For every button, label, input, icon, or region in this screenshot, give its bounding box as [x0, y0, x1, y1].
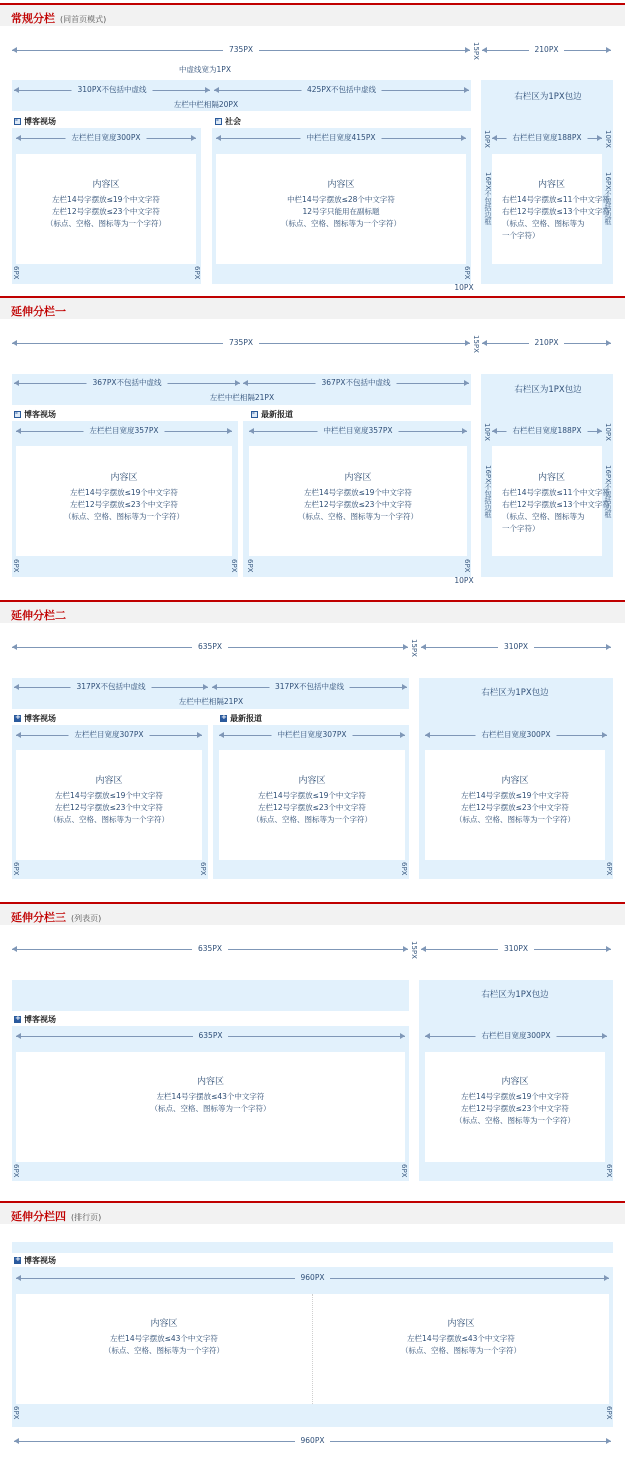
- dimension-10-vertical: 10PX: [604, 130, 612, 148]
- dimension-6-vertical: 6PX: [605, 1164, 613, 1178]
- content-text-right: 内容区 右栏14号字摆放≤11个中文字符 右栏12号字摆放≤13个中文字符 （标点、空格、图标等为 一个字符）: [502, 473, 610, 533]
- right-border-note: 右栏区为1PX包边: [481, 688, 549, 698]
- content-text-middle: 内容区 左栏14号字摆放≤19个中文字符 左栏12号字摆放≤23个中文字符 （标点、空格、图标等为一个字符）: [252, 776, 372, 824]
- dimension-6-vertical: 6PX: [12, 1164, 20, 1178]
- dimension-310: 310PX不包括中虚线: [14, 85, 210, 95]
- expand-icon: [14, 715, 21, 722]
- dimension-right-188: 右栏栏目宽度188PX: [492, 426, 602, 436]
- dimension-6-vertical: 6PX: [605, 1406, 613, 1420]
- dimension-16-no-border: 16PX不包括边框: [484, 172, 492, 225]
- dimension-6-vertical: 6PX: [12, 862, 20, 876]
- section-title: 延伸分栏一: [11, 305, 66, 318]
- dimension-right-300: 右栏栏目宽度300PX: [425, 730, 607, 740]
- dimension-635: 635PX: [12, 642, 408, 652]
- dimension-210: 210PX: [482, 338, 611, 348]
- expand-icon: [14, 1016, 21, 1023]
- dimension-6-vertical: 6PX: [463, 266, 471, 280]
- section-subtitle: (排行页): [71, 1213, 102, 1222]
- dimension-735: 735PX: [12, 45, 470, 55]
- collapse-icon: [14, 411, 21, 418]
- dimension-367-right: 367PX不包括中虚线: [243, 378, 469, 388]
- dimension-15-vertical: 15PX: [410, 639, 418, 657]
- section-header-ext2: [0, 600, 625, 623]
- dimension-6-vertical: 6PX: [12, 1406, 20, 1420]
- dimension-16-no-border: 16PX不包括边框: [604, 465, 612, 518]
- dimension-367-left: 367PX不包括中虚线: [14, 378, 240, 388]
- section-title: 常规分栏: [11, 12, 55, 25]
- column-title-blog: +博客视场: [14, 713, 56, 725]
- dash-width-note: 中虚线宽为1PX: [179, 65, 231, 74]
- column-gap-note: 左栏中栏相隔21PX: [209, 393, 275, 402]
- column-title-blog: -博客视场: [14, 116, 56, 128]
- column-gap-note: 左栏中栏相隔21PX: [178, 697, 244, 706]
- content-text-left: 内容区 左栏14号字摆放≤19个中文字符 左栏12号字摆放≤23个中文字符 （标点、空格、图标等为一个字符）: [64, 473, 184, 521]
- collapse-icon: [251, 411, 258, 418]
- column-title-blog: +博客视场: [14, 1014, 56, 1026]
- dimension-310: 310PX: [421, 944, 611, 954]
- section-title: 延伸分栏三: [11, 911, 66, 924]
- right-border-note: 右栏区为1PX包边: [481, 990, 549, 1000]
- dimension-15-vertical: 15PX: [472, 42, 480, 60]
- dimension-10-vertical: 10PX: [604, 423, 612, 441]
- dimension-425: 425PX不包括中虚线: [214, 85, 469, 95]
- content-text-left: 内容区 左栏14号字摆放≤19个中文字符 左栏12号字摆放≤23个中文字符 （标点、空格、图标等为一个字符）: [49, 776, 169, 824]
- dimension-left-300: 左栏栏目宽度300PX: [16, 133, 196, 143]
- section-header-ext4: [0, 1201, 625, 1224]
- dimension-6-vertical: 6PX: [12, 559, 20, 573]
- content-text-right: 内容区 左栏14号字摆放≤43个中文字符 （标点、空格、图标等为一个字符）: [401, 1319, 521, 1355]
- content-text-middle: 内容区 中栏14号字摆放≤28个中文字符 12号字只能用在副标题 （标点、空格、图标等为一个字符）: [281, 180, 401, 228]
- section-subtitle: (列表页): [71, 914, 102, 923]
- section-header-regular: [0, 3, 625, 26]
- dimension-15-vertical: 15PX: [472, 335, 480, 353]
- content-text-left: 内容区 左栏14号字摆放≤43个中文字符 （标点、空格、图标等为一个字符）: [104, 1319, 224, 1355]
- content-text-right: 内容区 左栏14号字摆放≤19个中文字符 左栏12号字摆放≤23个中文字符 （标点、空格、图标等为一个字符）: [455, 1077, 575, 1125]
- dimension-left-357: 左栏栏目宽度357PX: [16, 426, 232, 436]
- dimension-6-vertical: 6PX: [199, 862, 207, 876]
- dimension-mid-415: 中栏栏目宽度415PX: [216, 133, 466, 143]
- content-text-left: 内容区 左栏14号字摆放≤43个中文字符 （标点、空格、图标等为一个字符）: [150, 1077, 271, 1113]
- dimension-right-300: 右栏栏目宽度300PX: [425, 1031, 607, 1041]
- column-title-social: - 社会: [215, 116, 241, 128]
- full-top-band: [12, 1242, 613, 1253]
- section-title: 延伸分栏二: [11, 609, 66, 622]
- collapse-icon: [14, 118, 21, 125]
- dimension-6-vertical: 6PX: [463, 559, 471, 573]
- section-header-ext1: [0, 296, 625, 319]
- content-text-right: 内容区 右栏14号字摆放≤11个中文字符 右栏12号字摆放≤13个中文字符 （标点、空格、图标等为 一个字符）: [502, 180, 610, 240]
- dimension-960-bottom: 960PX: [14, 1436, 611, 1446]
- dimension-6-vertical: 6PX: [400, 862, 408, 876]
- dimension-635: 635PX: [12, 944, 408, 954]
- section-title: 延伸分栏四: [11, 1210, 66, 1223]
- expand-icon: [220, 715, 227, 722]
- dimension-right-188: 右栏栏目宽度188PX: [492, 133, 602, 143]
- right-border-note: 右栏区为1PX包边: [514, 385, 582, 395]
- dimension-mid-307: 中栏栏目宽度307PX: [219, 730, 405, 740]
- column-title-blog: -博客视场: [14, 409, 56, 421]
- dimension-317-right: 317PX不包括中虚线: [212, 682, 407, 692]
- section-header-ext3: [0, 902, 625, 925]
- dimension-10: 10PX: [454, 576, 474, 585]
- dimension-left-307: 左栏栏目宽度307PX: [16, 730, 202, 740]
- dimension-mid-357: 中栏栏目宽度357PX: [249, 426, 467, 436]
- dimension-735: 735PX: [12, 338, 470, 348]
- dimension-210: 210PX: [482, 45, 611, 55]
- expand-icon: [14, 1257, 21, 1264]
- dimension-15-vertical: 15PX: [410, 941, 418, 959]
- dimension-6-vertical: 6PX: [193, 266, 201, 280]
- dimension-10: 10PX: [454, 283, 474, 292]
- dimension-16-no-border: 16PX不包括边框: [484, 465, 492, 518]
- content-text-right: 内容区 左栏14号字摆放≤19个中文字符 左栏12号字摆放≤23个中文字符 （标点、空格、图标等为一个字符）: [455, 776, 575, 824]
- dimension-10-vertical: 10PX: [483, 130, 491, 148]
- dimension-6-vertical: 6PX: [230, 559, 238, 573]
- collapse-icon: [215, 118, 222, 125]
- dimension-10-vertical: 10PX: [483, 423, 491, 441]
- column-title-blog: +博客视场: [14, 1255, 56, 1267]
- dimension-635-inner: 635PX: [16, 1031, 405, 1041]
- column-gap-note: 左栏中栏相隔20PX: [173, 100, 239, 109]
- left-top-band: [12, 980, 409, 1011]
- dimension-6-vertical: 6PX: [246, 559, 254, 573]
- column-title-news: + 最新报道: [220, 713, 262, 725]
- content-text-left: 内容区 左栏14号字摆放≤19个中文字符 左栏12号字摆放≤23个中文字符 （标点、空格、图标等为一个字符）: [46, 180, 166, 228]
- dimension-6-vertical: 6PX: [400, 1164, 408, 1178]
- dimension-6-vertical: 6PX: [12, 266, 20, 280]
- dimension-310: 310PX: [421, 642, 611, 652]
- dimension-16-no-border: 16PX不包括边框: [604, 172, 612, 225]
- section-subtitle: (同首页模式): [60, 15, 107, 24]
- content-text-middle: 内容区 左栏14号字摆放≤19个中文字符 左栏12号字摆放≤23个中文字符 （标点、空格、图标等为一个字符）: [298, 473, 418, 521]
- column-title-news: - 最新报道: [251, 409, 293, 421]
- dimension-317-left: 317PX不包括中虚线: [14, 682, 208, 692]
- right-border-note: 右栏区为1PX包边: [514, 92, 582, 102]
- dimension-6-vertical: 6PX: [605, 862, 613, 876]
- dimension-960-inner: 960PX: [16, 1273, 609, 1283]
